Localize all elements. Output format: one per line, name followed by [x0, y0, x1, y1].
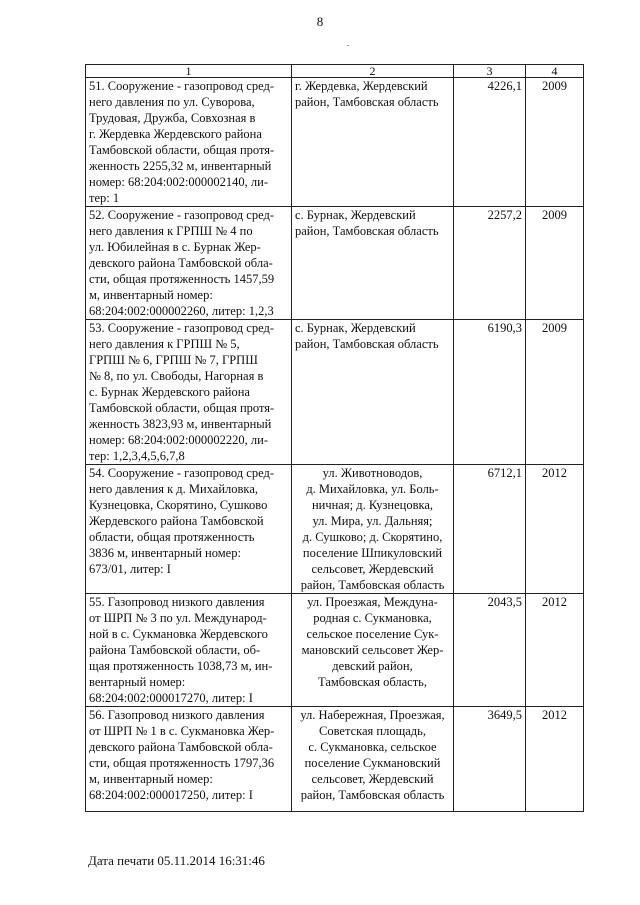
description-line: от ШРП № 3 по ул. Международ- — [89, 611, 267, 625]
location-cell — [292, 465, 454, 594]
description-line: номер: 68:204:002:000002220, ли- — [89, 433, 269, 447]
description-line: ной в с. Сукмановка Жердевского — [89, 627, 268, 641]
description-line: 55. Газопровод низкого давления — [89, 595, 265, 609]
description-cell — [86, 594, 292, 707]
description-line: Тамбовской области, общая протя- — [89, 401, 275, 415]
print-date: Дата печати 05.11.2014 16:31:46 — [88, 853, 265, 868]
location-line: девский район, — [332, 659, 413, 673]
location-line: сельсовет, Жердевский — [311, 562, 434, 576]
description-line: 53. Сооружение - газопровод сред- — [89, 321, 274, 335]
location-line: ул. Животноводов, — [322, 466, 423, 480]
description-line: Трудовая, Дружба, Совхозная в — [89, 111, 256, 125]
location-line: сельсовет, Жердевский — [311, 772, 434, 786]
location-line: мановский сельсовет Жер- — [301, 643, 444, 657]
location-line: район, Тамбовская область — [300, 578, 445, 592]
location-line: район, Тамбовская область — [300, 788, 445, 802]
length-cell: 2257,2 — [454, 207, 526, 320]
description-line: м, инвентарный номер: — [89, 772, 213, 786]
location-line: Советская площадь, — [319, 724, 426, 738]
description-line: него давления по ул. Суворова, — [89, 95, 255, 109]
description-line: сти, общая протяженность 1797,36 — [89, 756, 275, 770]
length-cell: 4226,1 — [454, 78, 526, 207]
table-row — [86, 465, 584, 594]
location-cell — [292, 707, 454, 812]
description-cell — [86, 320, 292, 465]
description-cell — [86, 465, 292, 594]
table-row — [86, 78, 584, 207]
location-line: г. Жердевка, Жердевский — [295, 79, 428, 93]
description-line: него давления к ГРПШ № 5, — [89, 337, 240, 351]
description-line: г. Жердевка Жердевского района — [89, 127, 262, 141]
description-line: ул. Юбилейная в с. Бурнак Жер- — [89, 240, 261, 254]
location-line: поселение Сукмановский — [304, 756, 441, 770]
location-line: сельское поселение Сук- — [306, 627, 439, 641]
location-cell — [292, 78, 454, 207]
description-line: тер: 1 — [89, 191, 120, 205]
column-number-2: 2 — [292, 65, 454, 78]
location-line: Тамбовская область, — [318, 675, 427, 689]
description-line: девского района Тамбовской обла- — [89, 740, 273, 754]
description-line: 68:204:002:000002260, литер: 1,2,3 — [89, 304, 274, 318]
description-line: от ШРП № 1 в с. Сукмановка Жер- — [89, 724, 275, 738]
column-number-3: 3 — [454, 65, 526, 78]
location-line: ул. Проезжая, Междуна- — [307, 595, 438, 609]
year-cell: 2012 — [526, 465, 584, 594]
description-line: 56. Газопровод низкого давления — [89, 708, 265, 722]
year-cell: 2009 — [526, 320, 584, 465]
table-row — [86, 207, 584, 320]
page-number: 8 — [316, 14, 324, 29]
table-row — [86, 594, 584, 707]
description-cell — [86, 707, 292, 812]
column-number-4: 4 — [526, 65, 584, 78]
scan-speck — [347, 45, 349, 46]
description-line: Тамбовской области, общая протя- — [89, 143, 275, 157]
description-line: 673/01, литер: I — [89, 562, 171, 576]
column-number-row — [86, 65, 584, 78]
description-line: 3836 м, инвентарный номер: — [89, 546, 241, 560]
description-line: с. Бурнак Жердевского района — [89, 385, 250, 399]
location-line: с. Сукмановка, сельское — [308, 740, 437, 754]
year-cell: 2009 — [526, 78, 584, 207]
location-line: район, Тамбовская область — [295, 337, 439, 351]
description-line: области, общая протяженность — [89, 530, 255, 544]
location-line: с. Бурнак, Жердевский — [295, 321, 416, 335]
location-line: район, Тамбовская область — [295, 224, 439, 238]
description-cell — [86, 207, 292, 320]
description-line: девского района Тамбовской обла- — [89, 256, 273, 270]
length-cell: 6712,1 — [454, 465, 526, 594]
description-line: женность 3823,93 м, инвентарный — [89, 417, 272, 431]
location-cell — [292, 320, 454, 465]
description-line: ГРПШ № 6, ГРПШ № 7, ГРПШ — [89, 353, 258, 367]
description-line: 54. Сооружение - газопровод сред- — [89, 466, 274, 480]
location-cell — [292, 594, 454, 707]
location-line: д. Михайловка, ул. Боль- — [306, 482, 439, 496]
location-line: ул. Набережная, Проезжая, — [300, 708, 445, 722]
location-line: поселение Шпикуловский — [302, 546, 443, 560]
location-line: ничная; д. Кузнецовка, — [311, 498, 434, 512]
description-line: 52. Сооружение - газопровод сред- — [89, 208, 274, 222]
description-cell — [86, 78, 292, 207]
year-cell: 2009 — [526, 207, 584, 320]
year-cell: 2012 — [526, 594, 584, 707]
description-line: номер: 68:204:002:000002140, ли- — [89, 175, 269, 189]
location-cell — [292, 207, 454, 320]
description-line: Кузнецовка, Скорятино, Сушково — [89, 498, 268, 512]
location-line: д. Сушково; д. Скорятино, — [302, 530, 443, 544]
description-line: района Тамбовской области, об- — [89, 643, 261, 657]
description-line: 68:204:002:000017270, литер: I — [89, 691, 253, 705]
description-line: сти, общая протяженность 1457,59 — [89, 272, 275, 286]
description-line: 51. Сооружение - газопровод сред- — [89, 79, 274, 93]
description-line: 68:204:002:000017250, литер: I — [89, 788, 253, 802]
registry-table — [85, 64, 584, 812]
length-cell: 3649,5 — [454, 707, 526, 812]
location-line: родная с. Сукмановка, — [313, 611, 432, 625]
description-line: него давления к ГРПШ № 4 по — [89, 224, 253, 238]
description-line: женность 2255,32 м, инвентарный — [89, 159, 272, 173]
length-cell: 2043,5 — [454, 594, 526, 707]
description-line: вентарный номер: — [89, 675, 186, 689]
table-row — [86, 320, 584, 465]
description-line: № 8, по ул. Свободы, Нагорная в — [89, 369, 264, 383]
description-line: тер: 1,2,3,4,5,6,7,8 — [89, 449, 185, 463]
column-number-1: 1 — [86, 65, 292, 78]
description-line: м, инвентарный номер: — [89, 288, 213, 302]
year-cell: 2012 — [526, 707, 584, 812]
location-line: ул. Мира, ул. Дальняя; — [312, 514, 433, 528]
table-row — [86, 707, 584, 812]
description-line: Жердевского района Тамбовской — [89, 514, 264, 528]
description-line: него давления к д. Михайловка, — [89, 482, 258, 496]
length-cell: 6190,3 — [454, 320, 526, 465]
location-line: с. Бурнак, Жердевский — [295, 208, 416, 222]
location-line: район, Тамбовская область — [295, 95, 439, 109]
description-line: щая протяженность 1038,73 м, ин- — [89, 659, 273, 673]
